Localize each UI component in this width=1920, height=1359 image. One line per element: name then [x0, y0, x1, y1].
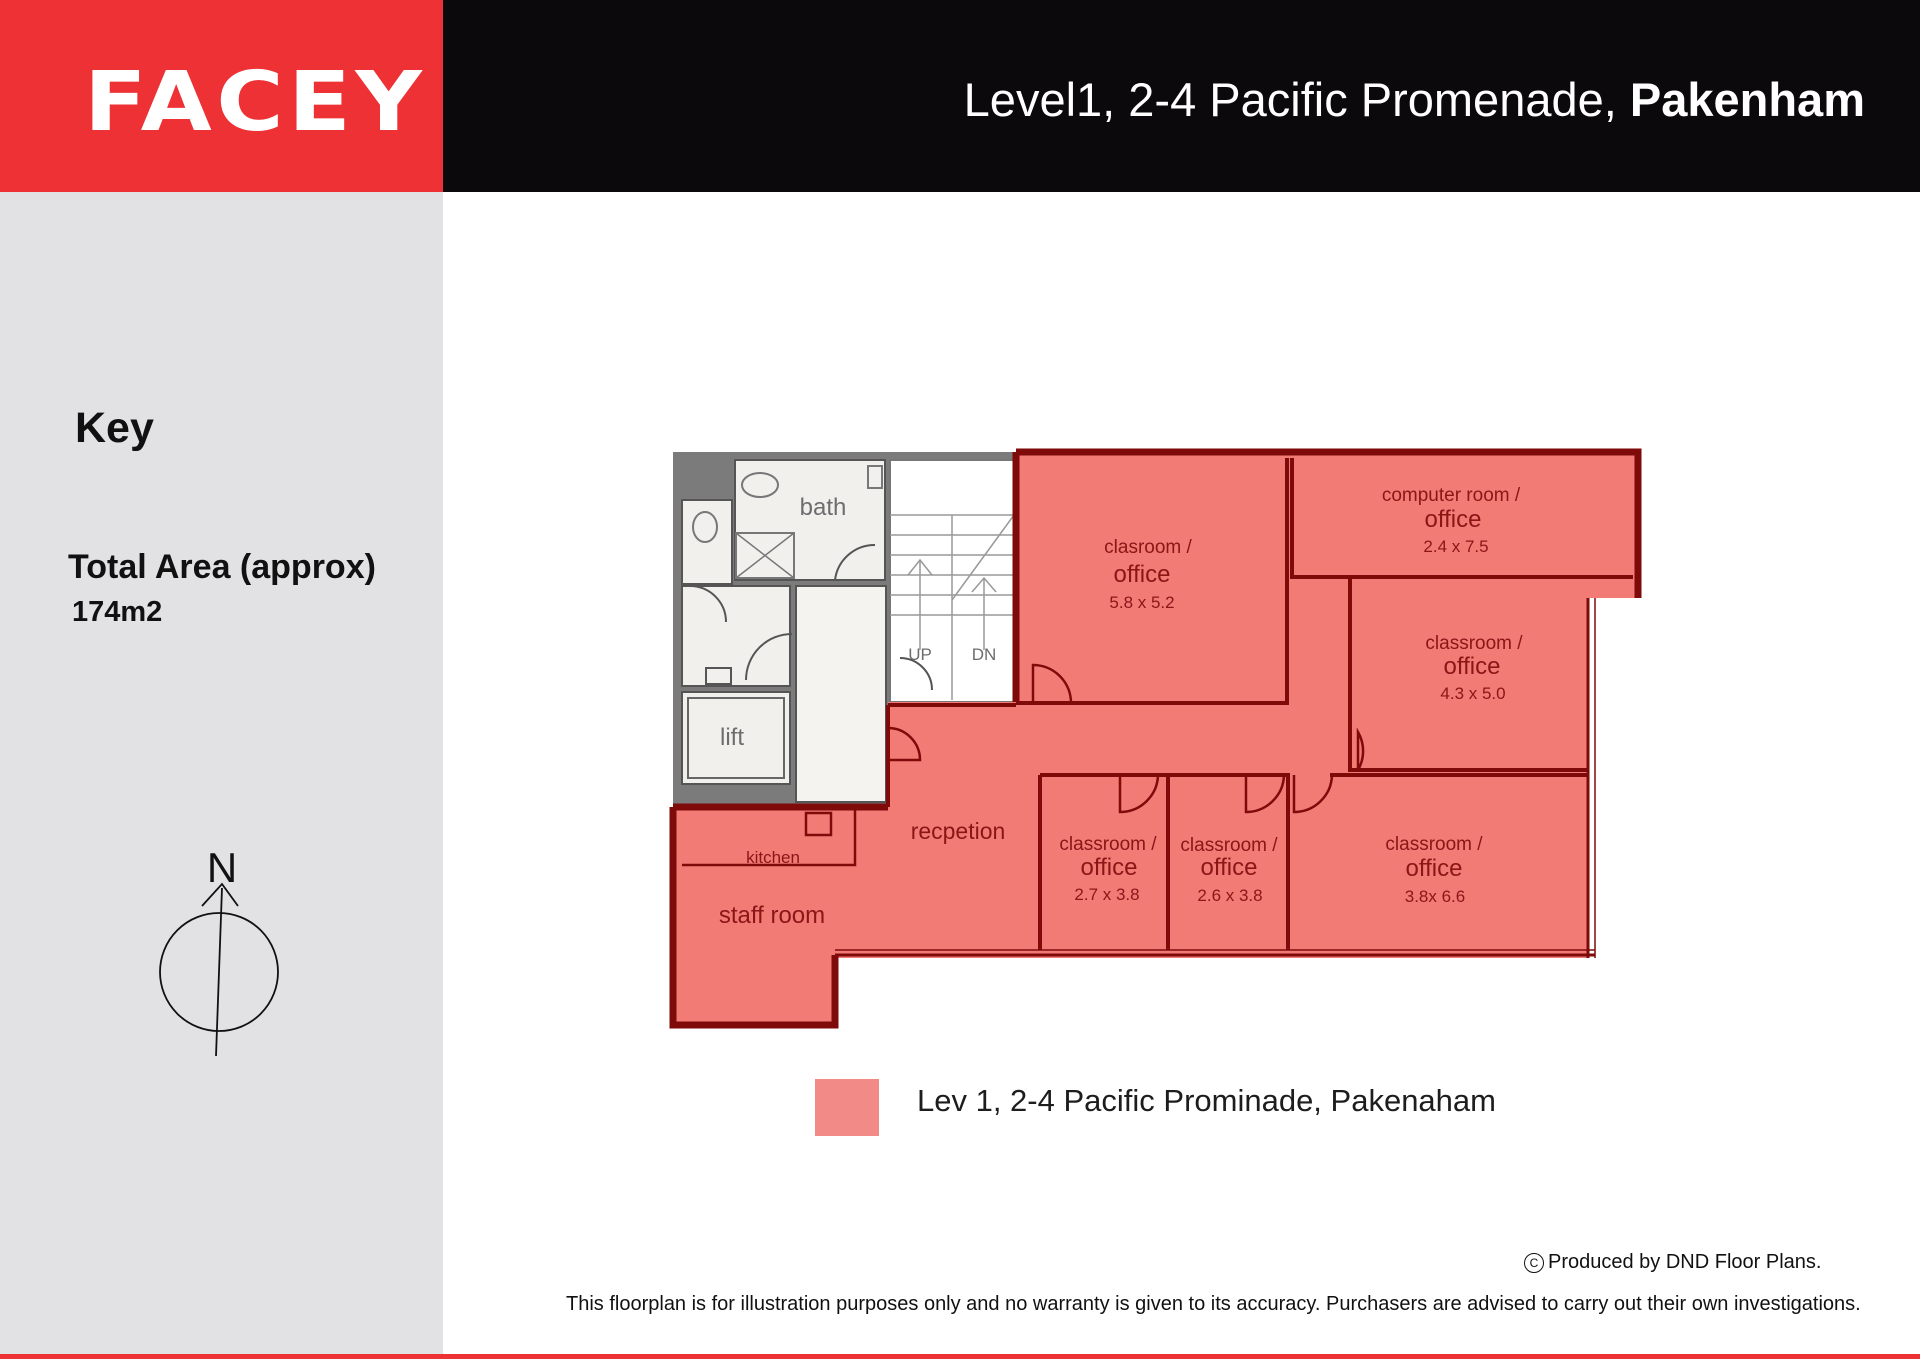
reception-label: recpetion — [910, 818, 1006, 844]
bath-label: bath — [799, 494, 847, 521]
legend-label: Lev 1, 2-4 Pacific Prominade, Pakenaham — [917, 1083, 1496, 1118]
svg-text:computer room /: computer room / — [1381, 485, 1521, 506]
svg-text:office: office — [1080, 854, 1138, 881]
svg-text:2.6 x 3.8: 2.6 x 3.8 — [1197, 886, 1263, 905]
key-title: Key — [75, 404, 154, 452]
staff-room-label: staff room — [718, 902, 826, 929]
svg-text:2.7 x 3.8: 2.7 x 3.8 — [1074, 885, 1140, 904]
svg-text:office: office — [1405, 855, 1463, 882]
svg-text:office: office — [1424, 506, 1482, 533]
svg-text:3.8x 6.6: 3.8x 6.6 — [1404, 887, 1466, 906]
svg-text:classroom /: classroom / — [1180, 835, 1278, 856]
svg-text:2.4 x 7.5: 2.4 x 7.5 — [1423, 537, 1489, 556]
svg-text:classroom /: classroom / — [1059, 834, 1157, 855]
total-area-label: Total Area (approx) — [68, 548, 376, 586]
kitchen-label: kitchen — [746, 848, 800, 867]
address-street: Level1, 2-4 Pacific Promenade, — [963, 73, 1630, 126]
copyright-credit — [1524, 1251, 1821, 1274]
svg-text:office: office — [1443, 653, 1501, 680]
svg-text:office: office — [1200, 854, 1258, 881]
bottom-accent-line — [0, 1354, 1920, 1359]
disclaimer: This floorplan is for illustration purposes only and no warranty is given to its accuracy. Purchasers are advised to carry out their own investigations. — [566, 1293, 1861, 1315]
corridor — [796, 586, 886, 802]
svg-text:classroom /: classroom / — [1425, 633, 1523, 654]
total-area-value: 174m2 — [72, 596, 163, 628]
svg-text:5.8 x 5.2: 5.8 x 5.2 — [1109, 593, 1175, 612]
svg-text:classroom /: classroom / — [1385, 834, 1483, 855]
address-town: Pakenham — [1629, 73, 1865, 126]
north-label: N — [206, 844, 238, 891]
credit-text: Produced by DND Floor Plans. — [1548, 1251, 1822, 1273]
svg-text:office: office — [1113, 561, 1171, 588]
stair-up-label: UP — [908, 645, 932, 664]
svg-text:clasroom /: clasroom / — [1104, 537, 1192, 558]
copyright-icon: C — [1524, 1253, 1544, 1273]
stair-down-label: DN — [971, 645, 997, 664]
svg-text:4.3 x 5.0: 4.3 x 5.0 — [1440, 684, 1506, 703]
facey-logo: FACEY — [84, 55, 427, 150]
lift-label: lift — [720, 724, 744, 751]
legend-swatch — [815, 1079, 879, 1136]
